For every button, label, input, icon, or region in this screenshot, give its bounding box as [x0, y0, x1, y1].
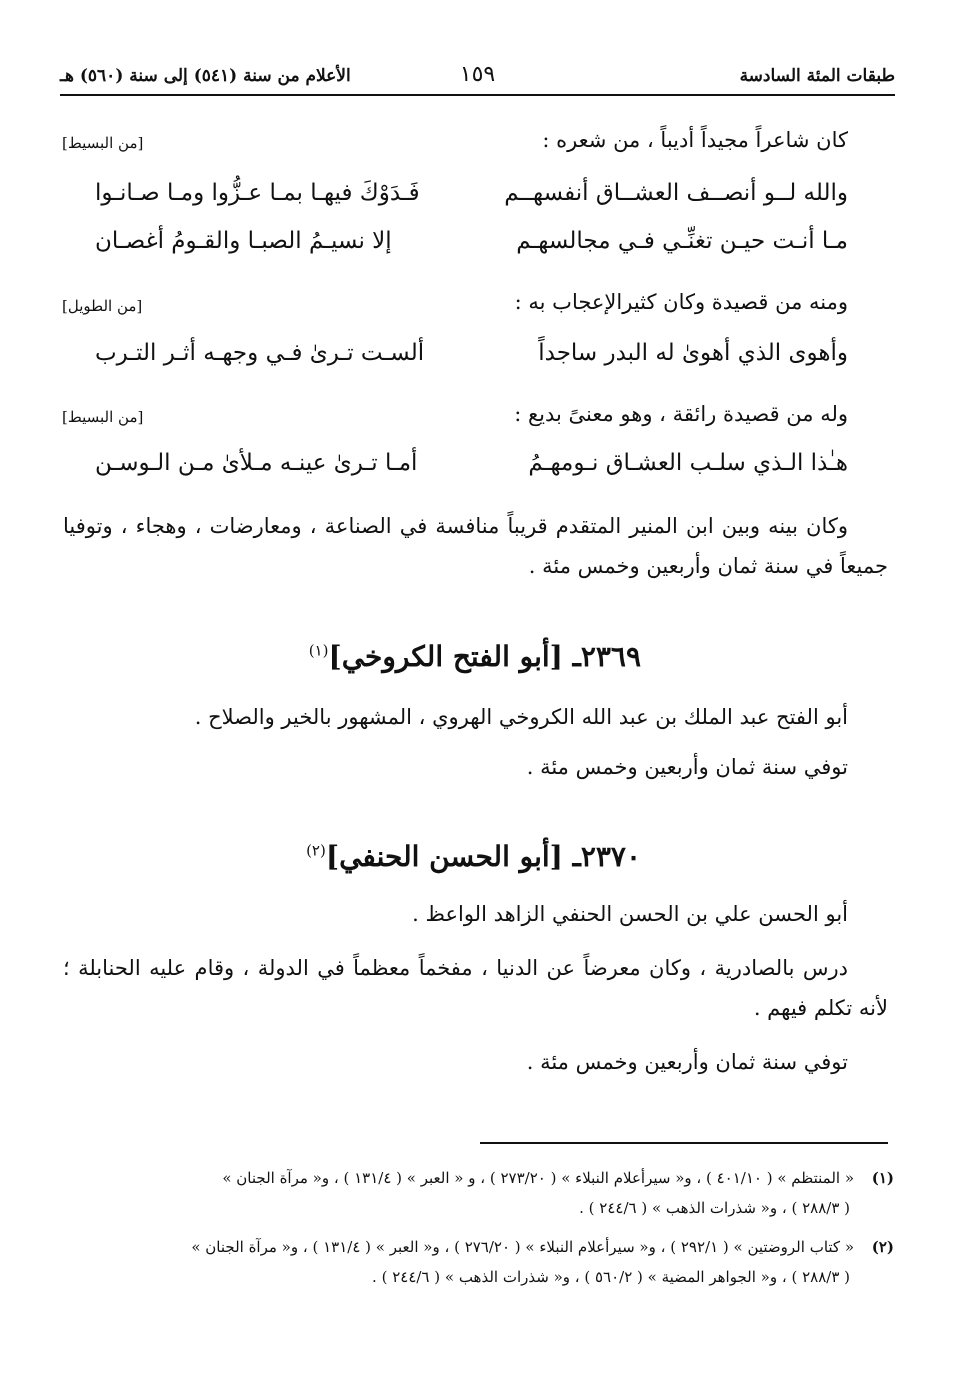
entry-2370-paragraph: درس بالصادرية ، وكان معرضاً عن الدنيا ، مفخماً معظماً في الدولة ، وقام عليه الحنابلة ؛ لأنه تكلم فيهم .: [63, 956, 888, 1020]
verse-1-first-hemistich: والله لــو أنصــف العشــاق أنفسهــم: [504, 180, 848, 206]
meter-label-1: [من البسيط]: [62, 134, 144, 152]
entry-2370-title: ٢٣٧٠ـ [أبو الحسن الحنفي]: [325, 840, 641, 873]
footnote-separator: [480, 1142, 888, 1144]
verse-3-first-hemistich: وأهوى الذي أهوىٰ له البدر ساجداً: [538, 340, 848, 366]
poem-intro-3: وله من قصيدة رائقة ، وهو معنىً بديع :: [514, 402, 848, 426]
meter-label-3: [من البسيط]: [62, 408, 144, 426]
footnote-1: [62, 1163, 894, 1223]
entry-2370-line-last: توفي سنة ثمان وأربعين وخمس مئة .: [526, 1050, 848, 1074]
header-section-title: طبقات المئة السادسة: [739, 66, 895, 86]
verse-2-first-hemistich: مـا أنـت حيـن تغنِّـي فـي مجالسهـم: [516, 228, 848, 254]
verse-3-second-hemistich: ألسـت تـرىٰ فـي وجهـه أثـر التـرب: [95, 340, 425, 366]
footnote-1-line-2: ( ٢٨٨/٣ ) ، و« شذرات الذهب » ( ٢٤٤/٦ ) .: [579, 1199, 850, 1217]
footnote-ref-1: (١): [308, 641, 329, 660]
entry-2369-line-1: أبو الفتح عبد الملك بن عبد الله الكروخي الهروي ، المشهور بالخير والصلاح .: [194, 705, 848, 729]
verse-2-second-hemistich: إلا نسيـمُ الصبـا والقـومُ أغصـان: [95, 228, 392, 254]
footnote-2-line-2: ( ٢٨٨/٣ ) ، و« الجواهر المضية » ( ٥٦٠/٢ ) ، و« شذرات الذهب » ( ٢٤٤/٦ ) .: [372, 1268, 850, 1286]
footnote-1-number: (١): [871, 1169, 894, 1187]
verse-1-second-hemistich: فَـدَوْكَ فيهـا بمـا عـزُّوا ومـا صـانـوا: [95, 180, 420, 206]
poem-intro-1: كان شاعراً مجيداً أديباً ، من شعره :: [542, 128, 848, 152]
entry-2369-heading: [309, 640, 641, 673]
footnote-1-line-1: « المنتظم » ( ٤٠١/١٠ ) ، و« سيرأعلام النبلاء » ( ٢٧٣/٢٠ ) ، و « العبر » ( ١٣١/٤ ) ، و« مرآة الجنان »: [222, 1169, 854, 1187]
meter-label-2: [من الطويل]: [62, 297, 143, 315]
footnote-2-line-1: « كتاب الروضتين » ( ٢٩٢/١ ) ، و« سيرأعلام النبلاء » ( ٢٧٦/٢٠ ) ، و« العبر » ( ١٣١/٤ ) ، و« مرآة الجنان »: [191, 1238, 854, 1256]
verse-4-first-hemistich: هـٰذا الـذي سلـب العشـاق نـومهـمُ: [528, 450, 848, 476]
header-range-title: الأعلام من سنة (٥٤١) إلى سنة (٥٦٠) هـ: [60, 66, 351, 86]
footnote-2: [62, 1232, 894, 1292]
footnote-ref-2: (٢): [306, 841, 326, 860]
paragraph-rivalry: وكان بينه وبين ابن المنير المتقدم قريباً منافسة في الصناعة ، ومعارضات ، وهجاء ، وتوفيا جميعاً في سنة ثمان وأربعين وخمس مئة .: [63, 514, 888, 578]
verse-4-second-hemistich: أمـا تـرىٰ عينـه مـلأىٰ مـن الـوسـن: [95, 450, 418, 476]
entry-2370-line-1: أبو الحسن علي بن الحسن الحنفي الزاهد الواعظ .: [412, 902, 848, 926]
entry-2370-heading: [306, 840, 641, 873]
footnote-2-number: (٢): [871, 1238, 894, 1256]
page-number: ١٥٩: [459, 62, 496, 87]
entry-2369-title: ٢٣٦٩ـ [أبو الفتح الكروخي]: [328, 640, 641, 673]
entry-2369-line-2: توفي سنة ثمان وأربعين وخمس مئة .: [526, 755, 848, 779]
running-header: [60, 62, 895, 96]
poem-intro-2: ومنه من قصيدة وكان كثيرالإعجاب به :: [514, 290, 848, 314]
